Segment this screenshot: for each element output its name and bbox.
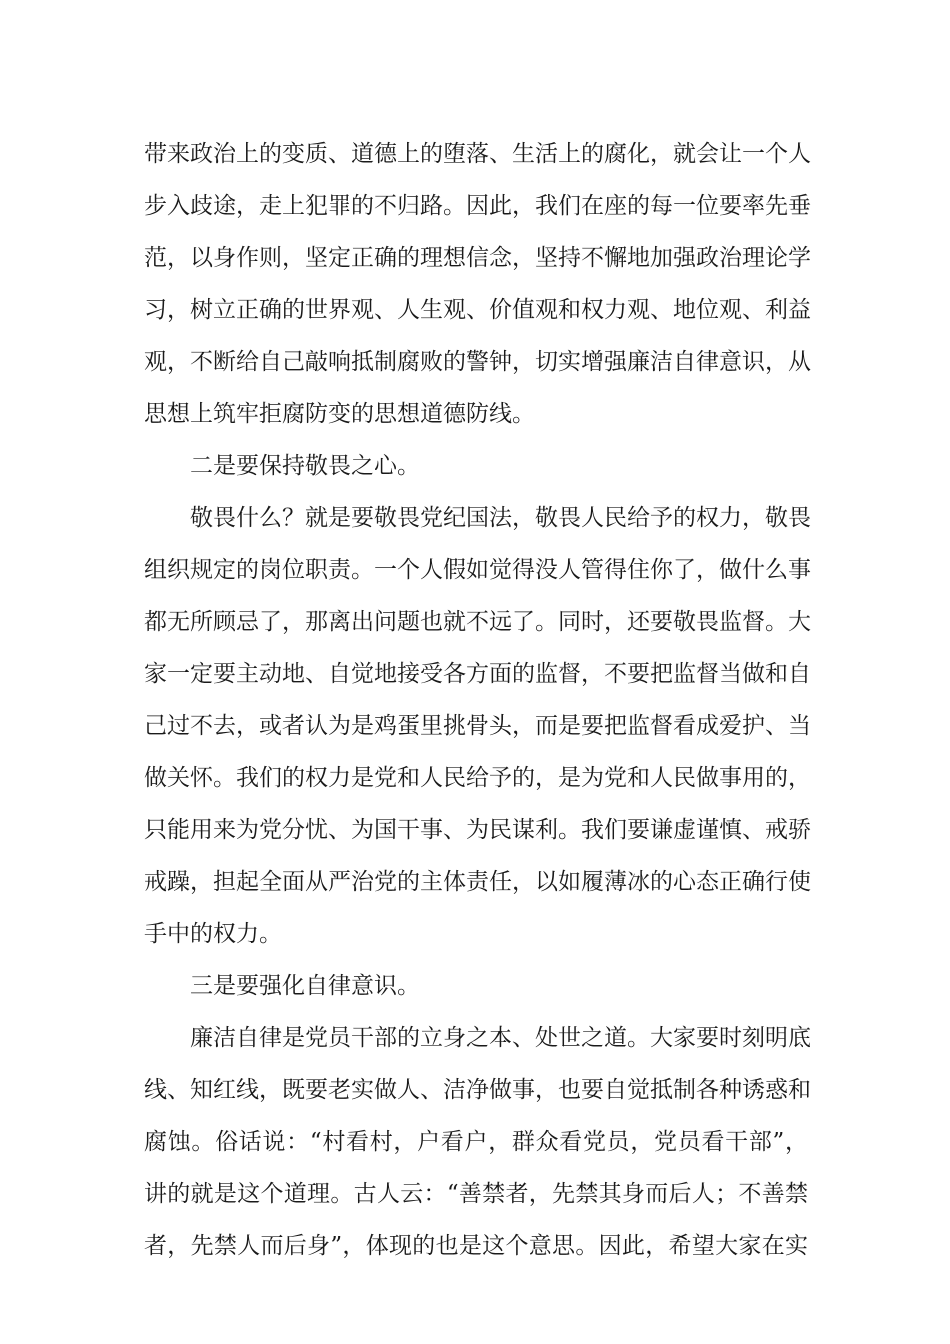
text-line: 廉洁自律是党员干部的立身之本、处世之道。大家要时刻明底 — [190, 1025, 811, 1051]
text-line: 思想上筑牢拒腐防变的思想道德防线。 — [144, 401, 535, 427]
text-line: 只能用来为党分忧、为国干事、为民谋利。我们要谦虚谨慎、戒骄 — [144, 817, 811, 843]
section-heading — [144, 960, 808, 1012]
text-line: 范，以身作则，坚定正确的理想信念，坚持不懈地加强政治理论学 — [144, 245, 811, 271]
heading-text: 三是要强化自律意识。 — [190, 973, 420, 999]
text-line: 都无所顾忌了，那离出问题也就不远了。同时，还要敬畏监督。大 — [144, 609, 811, 635]
section-heading — [144, 440, 808, 492]
paragraph-continuation — [144, 128, 811, 440]
text-line: 腐蚀。俗话说：“村看村，户看户，群众看党员，党员看干部”， — [144, 1129, 808, 1155]
text-line: 敬畏什么？就是要敬畏党纪国法，敬畏人民给予的权力，敬畏 — [190, 505, 811, 531]
text-line: 做关怀。我们的权力是党和人民给予的，是为党和人民做事用的， — [144, 765, 811, 791]
text-line: 带来政治上的变质、道德上的堕落、生活上的腐化，就会让一个人 — [144, 141, 811, 167]
text-line: 习，树立正确的世界观、人生观、价值观和权力观、地位观、利益 — [144, 297, 811, 323]
text-line: 步入歧途，走上犯罪的不归路。因此，我们在座的每一位要率先垂 — [144, 193, 811, 219]
text-line: 戒躁，担起全面从严治党的主体责任，以如履薄冰的心态正确行使 — [144, 869, 811, 895]
text-line: 组织规定的岗位职责。一个人假如觉得没人管得住你了，做什么事 — [144, 557, 811, 583]
paragraph — [144, 1012, 811, 1272]
text-line: 家一定要主动地、自觉地接受各方面的监督，不要把监督当做和自 — [144, 661, 811, 687]
text-line: 己过不去，或者认为是鸡蛋里挑骨头，而是要把监督看成爱护、当 — [144, 713, 811, 739]
text-line: 者，先禁人而后身”，体现的也是这个意思。因此，希望大家在实 — [144, 1233, 808, 1259]
text-line: 观，不断给自己敲响抵制腐败的警钟，切实增强廉洁自律意识，从 — [144, 349, 811, 375]
text-line: 讲的就是这个道理。古人云：“善禁者，先禁其身而后人；不善禁 — [144, 1181, 808, 1207]
paragraph — [144, 492, 811, 960]
heading-text: 二是要保持敬畏之心。 — [190, 453, 420, 479]
text-line: 手中的权力。 — [144, 921, 282, 947]
document-body — [144, 128, 811, 1272]
text-line: 线、知红线，既要老实做人、洁净做事，也要自觉抵制各种诱惑和 — [144, 1077, 811, 1103]
